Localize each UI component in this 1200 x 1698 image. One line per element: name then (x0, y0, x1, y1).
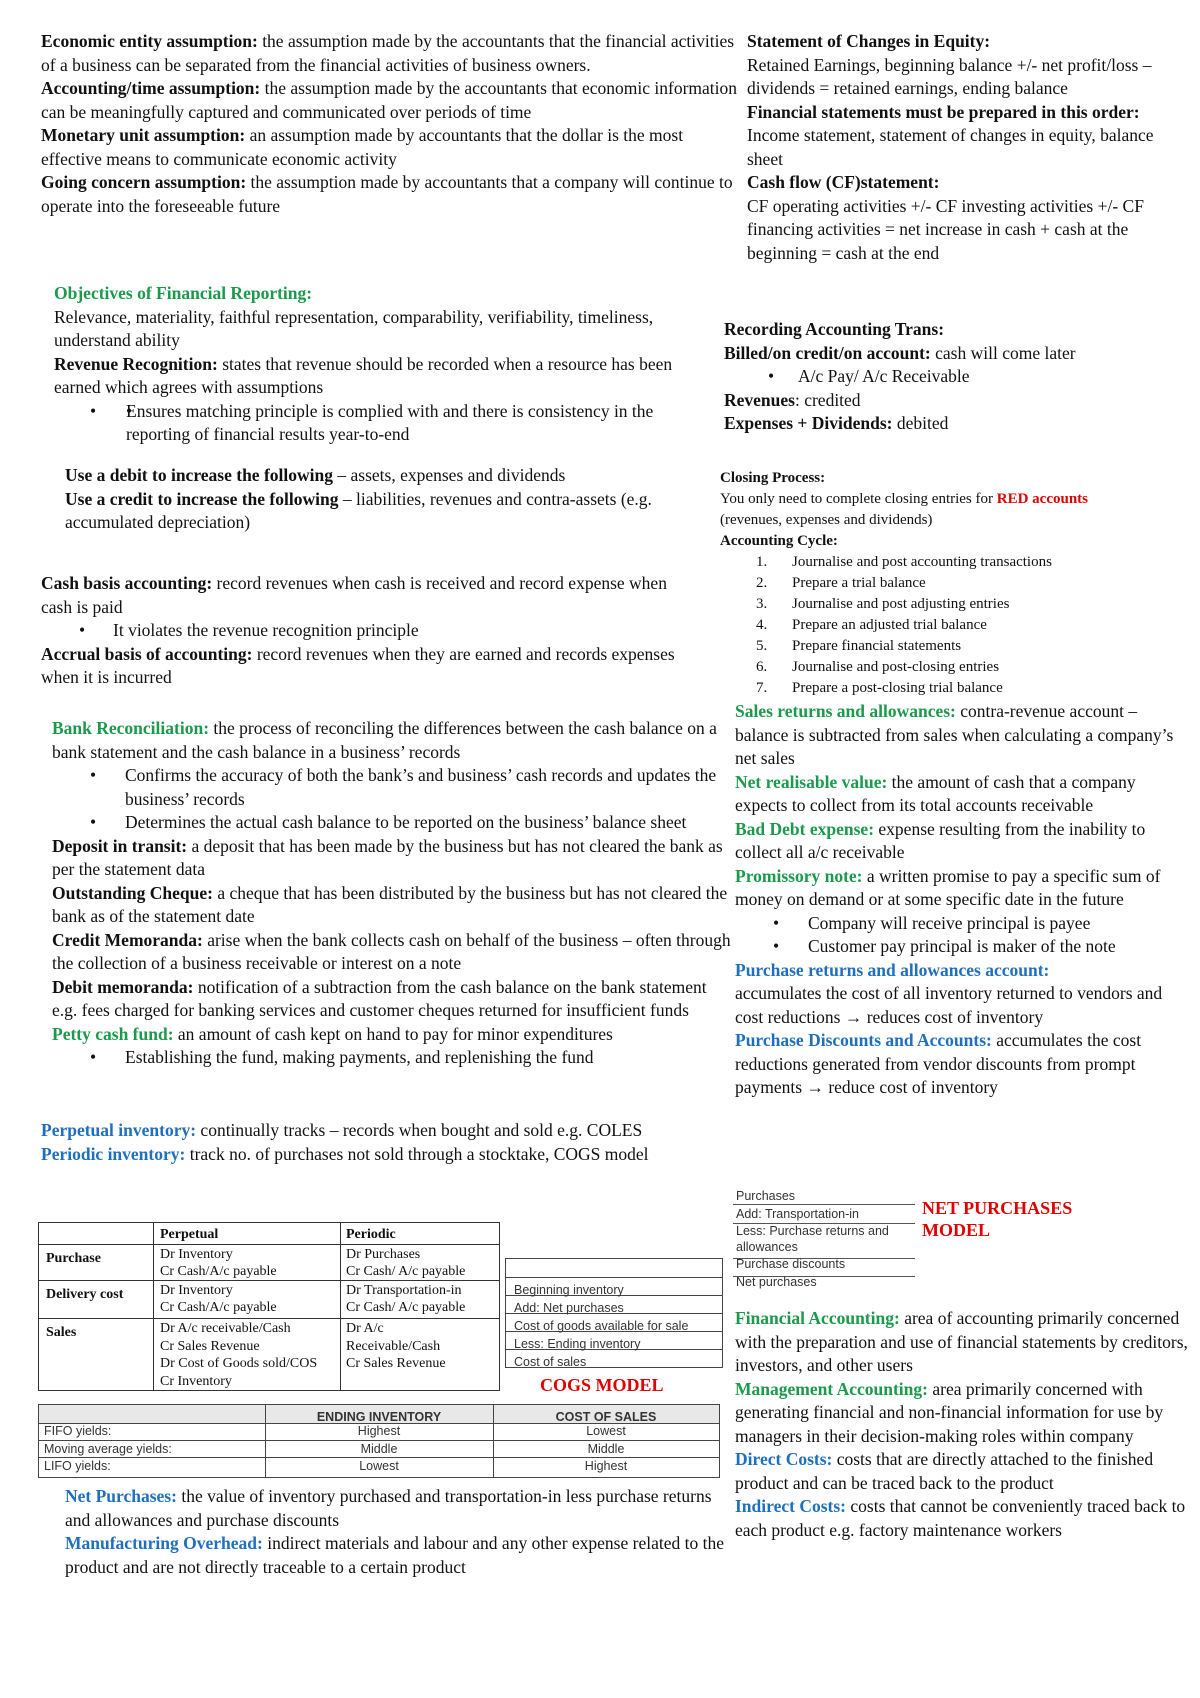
objectives-section (54, 282, 714, 447)
indirect-costs: Indirect Costs: costs that cannot be conveniently traced back to each product e.g. factory maintenance workers (735, 1496, 1186, 1540)
periodic-inventory: Periodic inventory: track no. of purchases not sold through a stocktake, COGS model (41, 1143, 649, 1164)
manufacturing-overhead: Manufacturing Overhead: indirect materials and labour and any other expense related to the product and are not directly traceable to a certain product (65, 1533, 724, 1577)
petty-cash-bullet: • Establishing the fund, making payments, and replenishing the fund (90, 1047, 594, 1067)
header-ending-inventory: ENDING INVENTORY (316, 1410, 442, 1424)
net-purchases-model-label: NET PURCHASES MODEL (922, 1198, 1073, 1240)
row-label-sales: Sales (46, 1325, 77, 1340)
bank-reconciliation: Bank Reconciliation: the process of reconciling the differences between the cash balance on a bank statement and the cash balance in a business’ records (52, 718, 717, 762)
revenue-recognition: Revenue Recognition: states that revenue should be recorded when a resource has been earned which agrees with assumptions (54, 353, 673, 397)
cash-basis-bullet: • It violates the revenue recognition principle (79, 620, 419, 640)
cogs-model-label: COGS MODEL (540, 1375, 664, 1395)
perpetual-periodic-table (38, 1222, 500, 1391)
list-item: 1. Journalise and post accounting transactions (756, 554, 1052, 570)
table-row: Dr A/c receivable/Cash Cr Sales Revenue Dr Cost of Goods sold/COS Cr Inventory (160, 1321, 318, 1389)
bad-debt-expense: Bad Debt expense: expense resulting from the inability to collect all a/c receivable (735, 818, 1146, 862)
cogs-rows: Beginning inventory Add: Net purchases Cost of goods available for sale Less: Ending inventory Cost of sales (514, 1283, 689, 1369)
perpetual-inventory: Perpetual inventory: continually tracks – records when bought and sold e.g. COLES (41, 1120, 643, 1140)
revenue-bullets (54, 400, 714, 447)
closing-accounts: (revenues, expenses and dividends) (720, 512, 933, 528)
list-item: 5. Prepare financial statements (756, 638, 962, 654)
billed-on-credit: Billed/on credit/on account: cash will come later (724, 342, 1076, 363)
net-purchases-section (65, 1485, 725, 1579)
accounting-definitions (735, 1307, 1190, 1542)
net-realisable-value: Net realisable value: the amount of cash that a company expects to collect from its total accounts receivable (735, 771, 1136, 815)
assumption-monetary: Monetary unit assumption: an assumption made by accountants that the dollar is the most effective means to communicate economic activity (41, 125, 684, 169)
purchase-discounts: Purchase Discounts and Accounts: accumulates the cost reductions generated from vendor discounts from prompt payments → reduce cost of inventory (735, 1030, 1142, 1097)
inventory-section (41, 1119, 691, 1166)
objectives-text: Relevance, materiality, faithful representation, comparability, verifiability, timeliness, understand ability (54, 306, 654, 350)
list-item: 2. Prepare a trial balance (756, 575, 926, 591)
bank-section (52, 717, 732, 1070)
accounting-cycle-list (720, 552, 1190, 699)
petty-cash: Petty cash fund: an amount of cash kept on hand to pay for minor expenditures (52, 1023, 613, 1044)
list-item: 6. Journalise and post-closing entries (756, 659, 1000, 675)
closing-text: You only need to complete closing entries for RED accounts (720, 491, 1089, 507)
recording-heading: Recording Accounting Trans: (724, 319, 945, 339)
sales-section (735, 700, 1185, 1100)
financial-accounting: Financial Accounting: area of accounting primarily concerned with the preparation and use of financial statements by creditors, investors, and other users (735, 1308, 1188, 1375)
direct-costs: Direct Costs: costs that are directly attached to the finished product and can be traced back to the product (735, 1449, 1154, 1493)
credit-rule: Use a credit to increase the following – liabilities, revenues and contra-assets (e.g. accumulated depreciation) (65, 488, 652, 532)
closing-section (720, 468, 1190, 699)
list-item: • Confirms the accuracy of both the bank’s and business’ cash records and updates the business’ records (90, 765, 717, 809)
debit-credit-section (65, 464, 685, 535)
list-item: • Customer pay principal is maker of the note (773, 936, 1116, 956)
promissory-note: Promissory note: a written promise to pay a specific sum of money on demand or at some specific date in the future (735, 865, 1161, 909)
accrual-basis: Accrual basis of accounting: record revenues when they are earned and records expenses when it is incurred (41, 643, 675, 687)
order-text: Income statement, statement of changes in equity, balance sheet (747, 125, 1154, 169)
row-label-purchase: Purchase (46, 1251, 101, 1266)
credit-memoranda: Credit Memoranda: arise when the bank collects cash on behalf of the business – often through the collection of a business receivable or interest on a note (52, 929, 731, 973)
management-accounting: Management Accounting: area primarily concerned with generating financial and non-financial information for use by managers in their decision-making roles within company (735, 1378, 1164, 1446)
list-item: • Company will receive principal is payee (773, 912, 1091, 933)
objectives-heading: Objectives of Financial Reporting: (54, 283, 313, 303)
sales-returns: Sales returns and allowances: contra-revenue account – balance is subtracted from sales when calculating a company’s net sales (735, 701, 1174, 768)
debit-rule: Use a debit to increase the following – assets, expenses and dividends (65, 465, 566, 485)
cashflow-heading: Cash flow (CF)statement: (747, 172, 940, 192)
assumption-economic: Economic entity assumption: the assumption made by the accountants that the financial activities of a business can be separated from the financial activities of business owners. (41, 31, 735, 75)
cash-basis: Cash basis accounting: record revenues when cash is received and record expense when cash is paid (41, 573, 667, 617)
table-row: Dr A/c Receivable/Cash Cr Sales Revenue (346, 1321, 446, 1371)
recording-bullet: • A/c Pay/ A/c Receivable (768, 366, 970, 386)
assumptions-section (41, 30, 741, 218)
purchase-returns-text: accumulates the cost of all inventory returned to vendors and cost reductions → reduces cost of inventory (735, 983, 1163, 1027)
list-item: • Determines the actual cash balance to be reported on the business’ balance sheet (90, 812, 687, 832)
table-row: Dr Inventory Cr Cash/A/c payable (160, 1283, 277, 1315)
inventory-method-table: ENDING INVENTORY COST OF SALES FIFO yields: Highest Lowest Moving average yields: Middle Middle LIFO yields: Lowest Highest (38, 1404, 720, 1478)
recording-section (724, 318, 1184, 436)
table-row: Dr Inventory Cr Cash/A/c payable (160, 1247, 277, 1279)
deposit-in-transit: Deposit in transit: a deposit that has been made by the business but has not cleared the bank as per the statement data (52, 835, 723, 879)
cashflow-text: CF operating activities +/- CF investing activities +/- CF financing activities = net increase in cash + cash at the beginning = cash at the end (747, 195, 1144, 263)
table-row: Dr Purchases Cr Cash/ A/c payable (346, 1247, 466, 1279)
list-item: 7. Prepare a post-closing trial balance (756, 680, 1003, 696)
purchase-returns-heading: Purchase returns and allowances account: (735, 959, 1050, 980)
table-row: Dr Transportation-in Cr Cash/ A/c payable (346, 1283, 466, 1315)
order-heading: Financial statements must be prepared in this order: (747, 101, 1140, 122)
accounting-cycle-heading: Accounting Cycle: (720, 533, 838, 549)
list-item: 3. Journalise and post adjusting entries (756, 596, 1010, 612)
net-purchases-rows: Purchases Add: Transportation-in Less: Purchase returns and allowances Purchase discounts Net purchases (736, 1189, 889, 1289)
row-label-delivery-cost: Delivery cost (46, 1287, 124, 1302)
revenues-credited: Revenues: credited (724, 389, 861, 410)
header-cost-of-sales: COST OF SALES (555, 1410, 657, 1424)
net-purchases: Net Purchases: the value of inventory purchased and transportation-in less purchase returns and allowances and purchase discounts (65, 1486, 712, 1530)
equity-heading: Statement of Changes in Equity: (747, 31, 991, 51)
table-header-perpetual: Perpetual (160, 1227, 219, 1242)
assumption-going-concern: Going concern assumption: the assumption made by accountants that a company will continue to operate into the foreseeable future (41, 172, 733, 216)
net-purchases-model-box (733, 1186, 915, 1296)
expenses-debited: Expenses + Dividends: debited (724, 413, 949, 433)
closing-heading: Closing Process: (720, 470, 826, 486)
cogs-model-box (505, 1258, 723, 1368)
cash-basis-section (41, 572, 691, 690)
outstanding-cheque: Outstanding Cheque: a cheque that has been distributed by the business but has not cleared the bank as of the statement date (52, 882, 728, 926)
list-item: 4. Prepare an adjusted trial balance (756, 617, 987, 633)
equity-text: Retained Earnings, beginning balance +/- net profit/loss – dividends = retained earnings, ending balance (747, 54, 1152, 98)
table-header-periodic: Periodic (346, 1227, 396, 1242)
equity-section (747, 30, 1187, 265)
list-item: • • Ensures matching principle is complied with and there is consistency in the reporting of financial results year-to-end (126, 400, 714, 447)
debit-memoranda: Debit memoranda: notification of a subtraction from the cash balance on the bank statement e.g. fees charged for banking services and customer cheques returned for insufficient funds (52, 976, 707, 1020)
assumption-time: Accounting/time assumption: the assumption made by the accountants that economic information can be meaningfully captured and communicated over periods of time (41, 78, 737, 122)
